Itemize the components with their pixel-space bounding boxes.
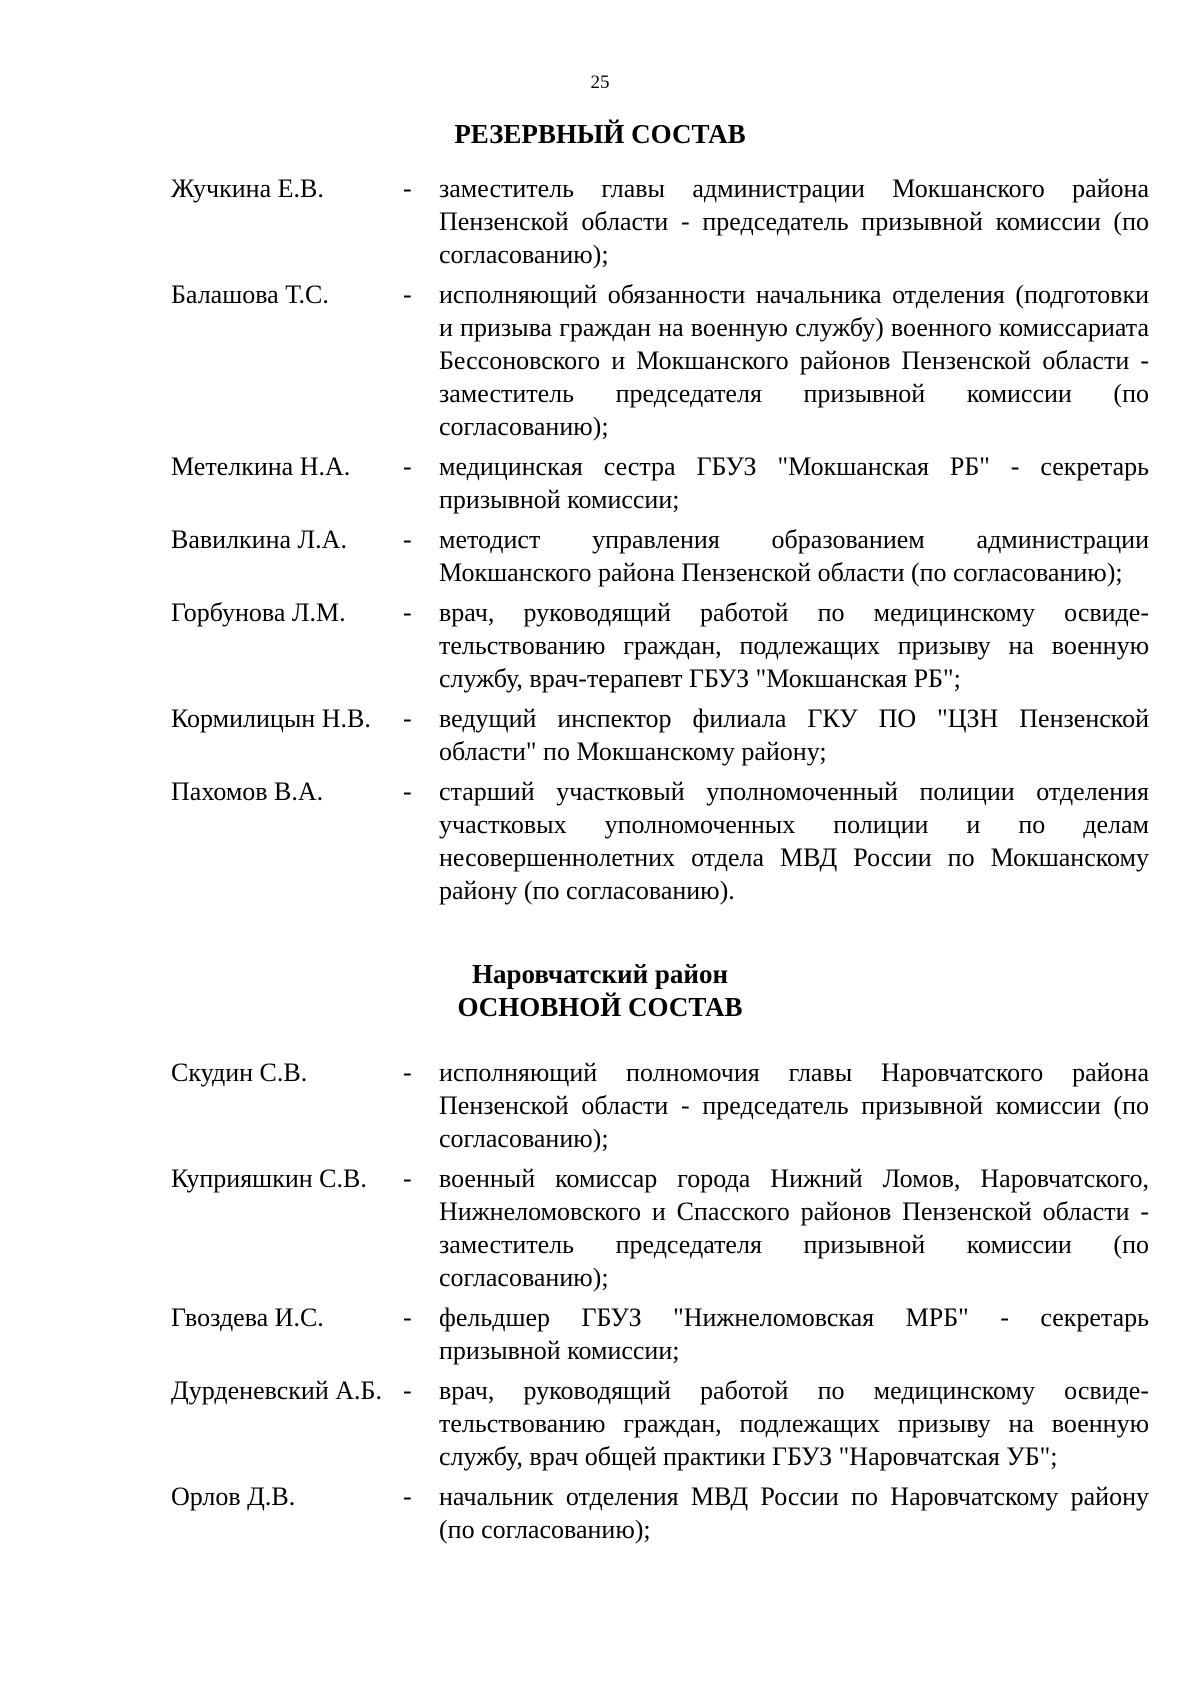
separator-dash: - xyxy=(403,598,412,627)
member-name: Орлов Д.В. xyxy=(171,1482,296,1511)
member-entry xyxy=(0,278,1200,443)
member-position: медицинская сестра ГБУЗ "Мокшанская РБ" - секретарь призывной комиссии; xyxy=(439,452,1149,514)
member-entry xyxy=(0,702,1200,768)
member-entry xyxy=(0,1162,1200,1294)
separator-dash: - xyxy=(403,280,412,309)
reserve-member-list xyxy=(0,172,1200,907)
district-title: Наровчатский район xyxy=(471,959,729,989)
separator-dash: - xyxy=(403,1058,412,1087)
member-entry xyxy=(0,1056,1200,1155)
separator-dash: - xyxy=(403,777,412,806)
member-position: врач, руководящий работой по медицинскому освиде-тельствованию граждан, подлежащих призыву на военную службу, врач общей практики ГБУЗ "Наровчатская УБ"; xyxy=(439,1376,1149,1471)
member-entry xyxy=(0,1480,1200,1546)
member-position: врач, руководящий работой по медицинскому освиде-тельствованию граждан, подлежащих призыву на военную службу, врач-терапевт ГБУЗ "Мокшанская РБ"; xyxy=(439,598,1149,693)
member-name: Гвоздева И.С. xyxy=(171,1303,324,1332)
section-heading-reserve: РЕЗЕРВНЫЙ СОСТАВ xyxy=(454,119,746,149)
member-position: фельдшер ГБУЗ "Нижнеломовская МРБ" - секретарь призывной комиссии; xyxy=(439,1303,1149,1365)
member-position: методист управления образованием администрации Мокшанского района Пензенской области (по согласованию); xyxy=(439,525,1149,587)
separator-dash: - xyxy=(403,1164,412,1193)
member-name: Жучкина Е.В. xyxy=(171,174,324,203)
separator-dash: - xyxy=(403,1482,412,1511)
member-entry xyxy=(0,596,1200,695)
member-position: исполняющий обязанности начальника отделения (подготовки и призыва граждан на военную службу) военного комиссариата Бессоновского и Мокшанского районов Пензенской области - заместитель председателя призывной комиссии (по согласованию); xyxy=(439,280,1149,441)
member-name: Балашова Т.С. xyxy=(171,280,329,309)
member-entry xyxy=(0,523,1200,589)
separator-dash: - xyxy=(403,1303,412,1332)
member-name: Куприяшкин С.В. xyxy=(171,1164,367,1193)
separator-dash: - xyxy=(403,525,412,554)
member-entry xyxy=(0,775,1200,907)
main-member-list xyxy=(0,1056,1200,1546)
member-position: исполняющий полномочия главы Наровчатского района Пензенской области - председатель призывной комиссии (по согласованию); xyxy=(439,1058,1149,1153)
member-name: Горбунова Л.М. xyxy=(171,598,346,627)
section-heading-main: ОСНОВНОЙ СОСТАВ xyxy=(457,992,743,1022)
member-name: Кормилицын Н.В. xyxy=(171,704,371,733)
member-position: начальник отделения МВД России по Наровчатскому району (по согласованию); xyxy=(439,1482,1149,1544)
separator-dash: - xyxy=(403,174,412,203)
member-position: военный комиссар города Нижний Ломов, Наровчатского, Нижнеломовского и Спасского районов Пензенской области - заместитель председателя призывной комиссии (по согласованию); xyxy=(439,1164,1149,1292)
member-entry xyxy=(0,450,1200,516)
member-position: ведущий инспектор филиала ГКУ ПО "ЦЗН Пензенской области" по Мокшанскому району; xyxy=(439,704,1149,766)
member-name: Вавилкина Л.А. xyxy=(171,525,347,554)
page-number: 25 xyxy=(590,72,610,93)
member-name: Скудин С.В. xyxy=(171,1058,308,1087)
separator-dash: - xyxy=(403,452,412,481)
member-name: Пахомов В.А. xyxy=(171,777,324,806)
member-name: Дурденевский А.Б. xyxy=(171,1376,382,1405)
member-entry xyxy=(0,1374,1200,1473)
member-entry xyxy=(0,1301,1200,1367)
separator-dash: - xyxy=(403,1376,412,1405)
member-entry xyxy=(0,172,1200,271)
separator-dash: - xyxy=(403,704,412,733)
member-position: старший участковый уполномоченный полиции отделения участковых уполномоченных полиции и по делам несовершеннолетних отдела МВД России по Мокшанскому району (по согласованию). xyxy=(439,777,1149,905)
member-name: Метелкина Н.А. xyxy=(171,452,351,481)
member-position: заместитель главы администрации Мокшанского района Пензенской области - председатель призывной комиссии (по согласованию); xyxy=(439,174,1149,269)
